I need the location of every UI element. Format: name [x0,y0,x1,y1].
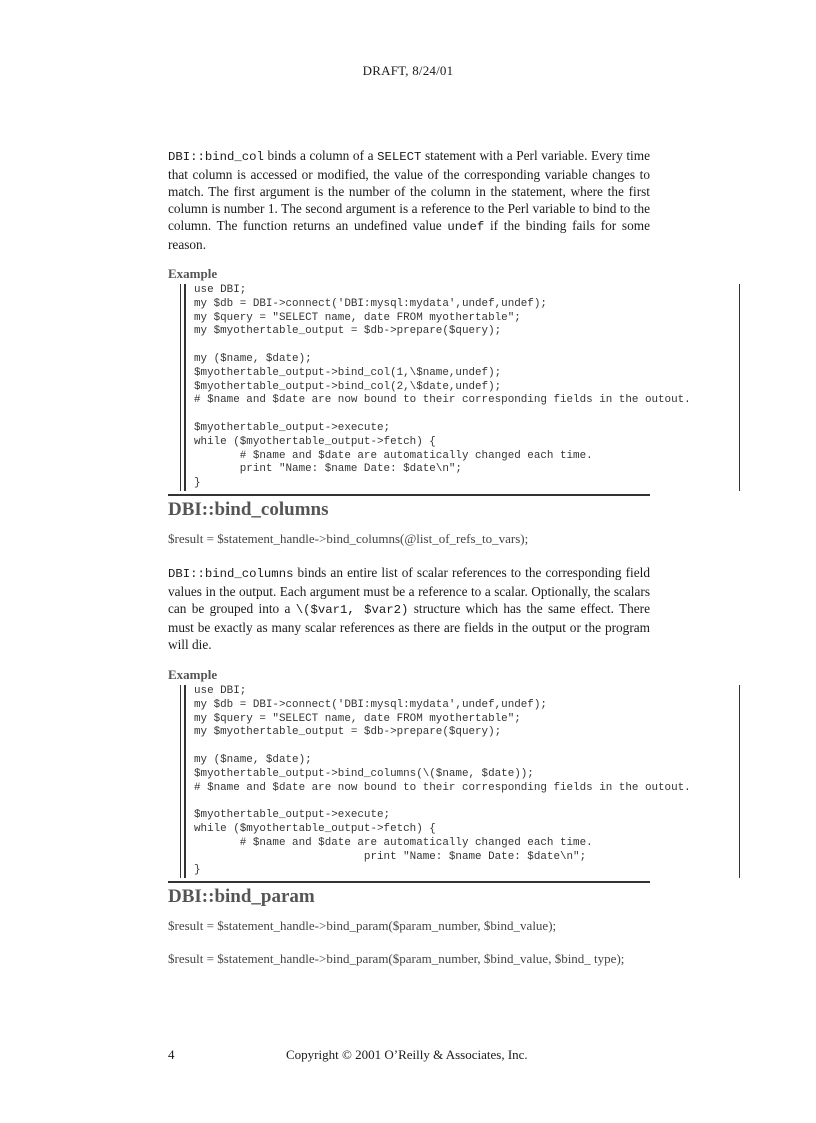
code-line: my $myothertable_output = $db->prepare($query); [194,726,502,739]
code-line: $myothertable_output->execute; [194,421,391,434]
page-header: DRAFT, 8/24/01 [362,63,454,78]
code-line: my $query = "SELECT name, date FROM myothertable"; [194,311,521,324]
copyright-notice: Copyright © 2001 O’Reilly & Associates, Inc. [286,1047,528,1062]
text-run: structure which has the same effect. There must be exactly as many scalar references as there are fields in the output or the program will die. [168,600,650,652]
code-line: # $name and $date are now bound to their corresponding fields in the outout. [194,394,691,407]
code-line: my $db = DBI->connect('DBI:mysql:mydata',undef,undef); [194,297,547,310]
function-signature: $result = $statement_handle->bind_param($param_number, $bind_value, $bind_ type); [168,951,625,967]
code-line: $myothertable_output->execute; [194,809,391,822]
code-line: } [194,864,201,877]
code-term: DBI::bind_columns [168,566,294,581]
code-line: # $name and $date are automatically changed each time. [194,836,593,849]
code-line: while ($myothertable_output->fetch) { [194,435,436,448]
code-line: $myothertable_output->bind_col(1,\$name,undef); [194,366,502,379]
code-line: my $myothertable_output = $db->prepare($query); [194,325,502,338]
section-title-bind-param: DBI::bind_param [168,886,315,908]
code-line: my $query = "SELECT name, date FROM myothertable"; [194,712,521,725]
text-run: statement with a Perl variable. Every time that column is accessed or modified, the value of the corresponding variable changes to match. The first argument is the number of the column in the statement, where the first column is number 1. The second argument is a reference to the Perl variable to bind to the column. The function returns an undefined value [168,148,650,233]
code-line: use DBI; [194,684,247,697]
code-line: my ($name, $date); [194,352,312,365]
function-signature: $result = $statement_handle->bind_param($param_number, $bind_value); [168,918,557,934]
text-run: binds an entire list of scalar references to the corresponding field values in the output. Each argument must be a reference to a scalar. Optionally, the scalars can be grouped into a [168,564,650,616]
text-run: binds a column of a [263,148,378,163]
code-line: $myothertable_output->bind_col(2,\$date,undef); [194,380,502,393]
code-line [194,740,734,754]
section-title-bind-columns: DBI::bind_columns [168,498,329,520]
code-line [194,408,734,422]
text-run: if the binding fails for some reason. [168,218,650,252]
code-term: DBI::bind_col [168,150,264,164]
code-term: \($var1, $var2) [295,602,409,617]
code-block [184,685,734,878]
code-line: # $name and $date are now bound to their corresponding fields in the outout. [194,781,691,794]
example-label: Example [168,266,218,281]
code-term: SELECT [377,150,422,164]
code-line: while ($myothertable_output->fetch) { [194,822,436,835]
code-line: print "Name: $name Date: $date\n"; [194,463,462,476]
bind-columns-description [168,564,650,653]
code-line [194,339,734,353]
function-signature: $result = $statement_handle->bind_columns(@list_of_refs_to_vars); [168,530,529,546]
bind-col-description [168,147,650,253]
code-term: undef [447,220,485,234]
code-line: my $db = DBI->connect('DBI:mysql:mydata',undef,undef); [194,698,547,711]
code-line [194,795,734,809]
code-line: use DBI; [194,284,247,296]
code-line: my ($name, $date); [194,753,312,766]
code-block [184,284,734,491]
code-line: print "Name: $name Date: $date\n"; [194,850,587,863]
page-content [168,147,691,967]
code-line: $myothertable_output->bind_columns(\($name, $date)); [194,767,534,780]
page-number: 4 [168,1047,175,1062]
code-line: } [194,477,201,490]
code-line: # $name and $date are automatically changed each time. [194,449,593,462]
example-label: Example [168,666,218,682]
